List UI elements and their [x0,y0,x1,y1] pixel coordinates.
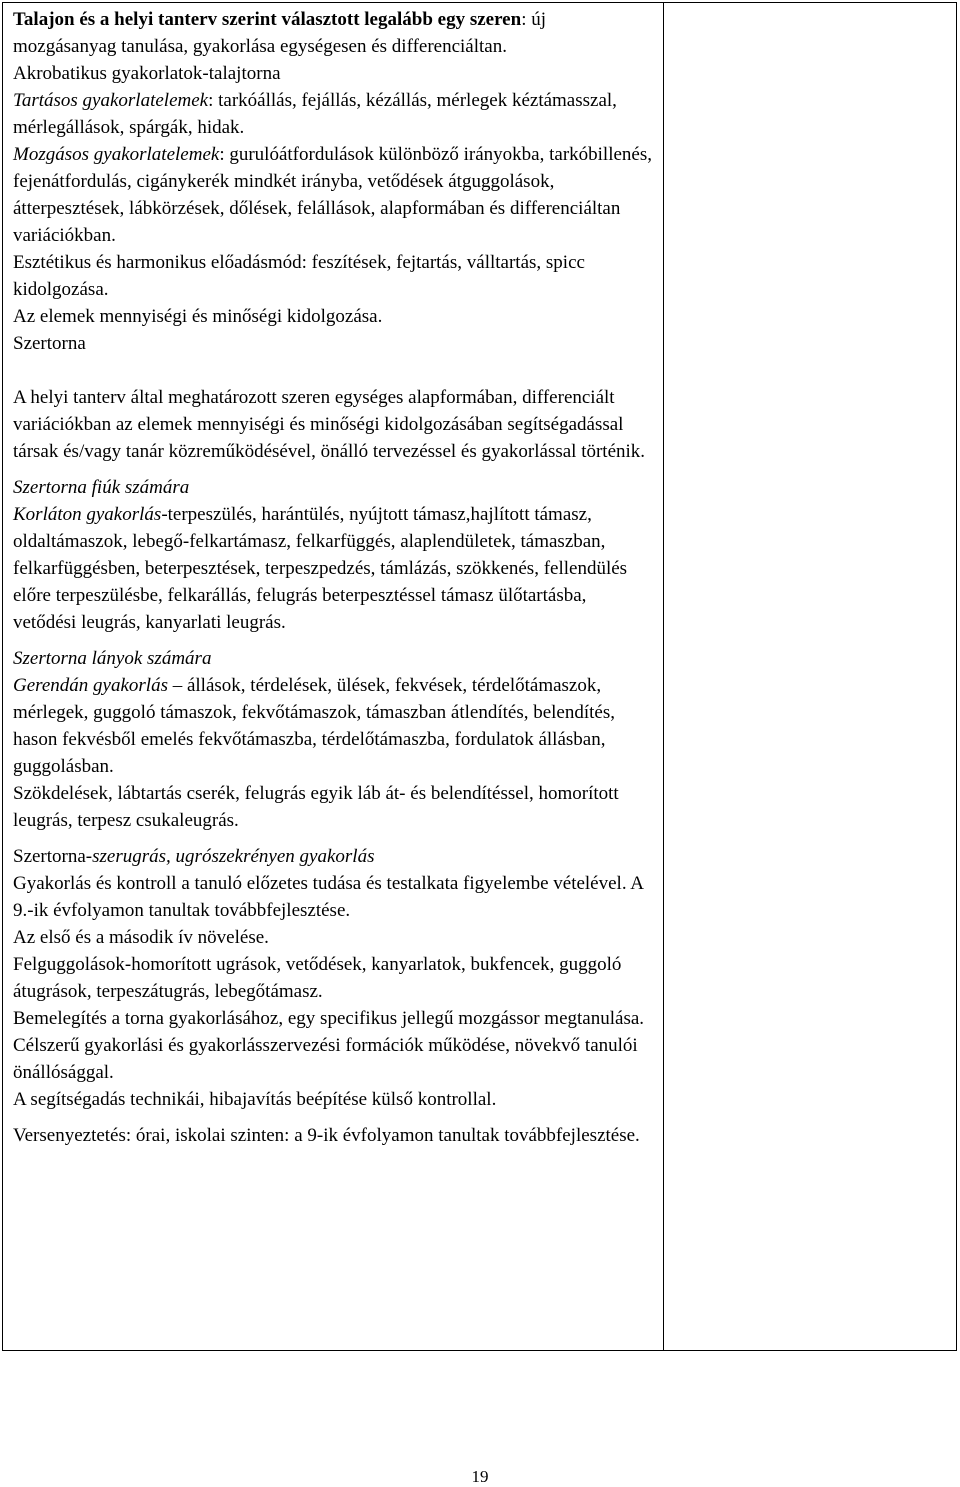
korlaton-paragraph [13,501,653,636]
szerugras-plain: Szertorna- [13,846,93,867]
versenyeztetes-paragraph: Versenyeztetés: órai, iskolai szinten: a 9-ik évfolyamon tanultak továbbfejlesztése. [13,1125,640,1146]
segitsegadas-paragraph: A segítségadás technikái, hibajavítás beépítése külső kontrollal. [13,1089,497,1110]
elemek-paragraph: Az elemek mennyiségi és minőségi kidolgozása. [13,306,383,327]
kontroll-paragraph: Gyakorlás és kontroll a tanuló előzetes tudása és testalkata figyelembe vételével. A 9.-ik évfolyamon tanultak továbbfejlesztése. [13,873,643,921]
lanyok-heading-text: Szertorna lányok számára [13,648,212,669]
fiuk-heading-text: Szertorna fiúk számára [13,477,190,498]
column-divider [663,3,664,1350]
intro-bold: Talajon és a helyi tanterv szerint választott legalább egy szeren [13,9,522,30]
blank-line [13,357,653,384]
left-cell [13,6,653,1149]
szertorna-heading: Szertorna [13,333,86,354]
felguggolasok-paragraph: Felguggolások-homorított ugrások, vetődések, kanyarlatok, bukfencek, guggoló átugrások, terpeszátugrás, lebegőtámasz. [13,954,622,1002]
celszeru-paragraph: Célszerű gyakorlási és gyakorlásszervezési formációk működése, növekvő tanulói önállósággal. [13,1035,638,1083]
gerendan-label: Gerendán gyakorlás [13,675,168,696]
mozgasos-text: : gurulóátfordulások különböző irányokba, tarkóbillenés, fejenátfordulás, cigánykerék mindkét irányba, vetődések átguggolások, átterpesztések, lábkörzések, dőlések, felállások, alapformában és differenciáltan variációkban. [13,144,652,246]
content-table [2,2,957,1351]
iv-paragraph: Az első és a második ív növelése. [13,927,269,948]
esztetikus-paragraph: Esztétikus és harmonikus előadásmód: feszítések, fejtartás, válltartás, spicc kidolgozása. [13,252,585,300]
szerugras-italic: szerugrás, ugrószekrényen gyakorlás [92,846,375,867]
korlaton-text: -terpeszülés, harántülés, nyújtott támasz,hajlított támasz, oldaltámaszok, lebegő-felkartámasz, felkarfüggés, alaplendületek, támaszban, felkarfüggésben, beterpesztések, terpeszpedzés, támlázás, szökkenés, fellendülés előre terpeszülésbe, felkarállás, felugrás beterpesztéssel támasz ülőtartásba, vetődési leugrás, kanyarlati leugrás. [13,504,628,633]
mozgasos-paragraph [13,141,653,249]
tartasos-label: Tartásos gyakorlatelemek [13,90,209,111]
fiuk-heading [13,474,653,501]
intro-paragraph [13,6,653,60]
akro-heading: Akrobatikus gyakorlatok-talajtorna [13,63,281,84]
intro-rest: : új mozgásanyag tanulása, gyakorlása egységesen és differenciáltan. [13,9,546,57]
page-number: 19 [471,1467,489,1486]
szokdelesek-paragraph: Szökdelések, lábtartás cserék, felugrás egyik láb át- és belendítéssel, homorított leugrás, terpesz csukaleugrás. [13,783,619,831]
bemelegites-paragraph: Bemelegítés a torna gyakorlásához, egy specifikus jellegű mozgássor megtanulása. [13,1008,645,1029]
mozgasos-label: Mozgásos gyakorlatelemek [13,144,220,165]
korlaton-label: Korláton gyakorlás [13,504,162,525]
tartasos-paragraph [13,87,653,141]
szerugras-heading [13,843,653,870]
lanyok-heading [13,645,653,672]
gerendan-text: – állások, térdelések, ülések, fekvések, térdelőtámaszok, mérlegek, guggoló támaszok, fekvőtámaszok, támaszban átlendítés, belendítés, hason fekvésből emelés fekvőtámaszba, térdelőtámaszba, fordulatok állásban, guggolásban. [13,675,615,777]
gerendan-paragraph [13,672,653,780]
tartasos-text: : tarkóállás, fejállás, kézállás, mérlegek kéztámasszal, mérlegállások, spárgák, hidak. [13,90,617,138]
helyi-paragraph: A helyi tanterv által meghatározott szeren egységes alapformában, differenciált variációkban az elemek mennyiségi és minőségi kidolgozásában segítségadással társak és/vagy tanár közreműködésével, önálló tervezéssel és gyakorlással történik. [13,387,646,462]
